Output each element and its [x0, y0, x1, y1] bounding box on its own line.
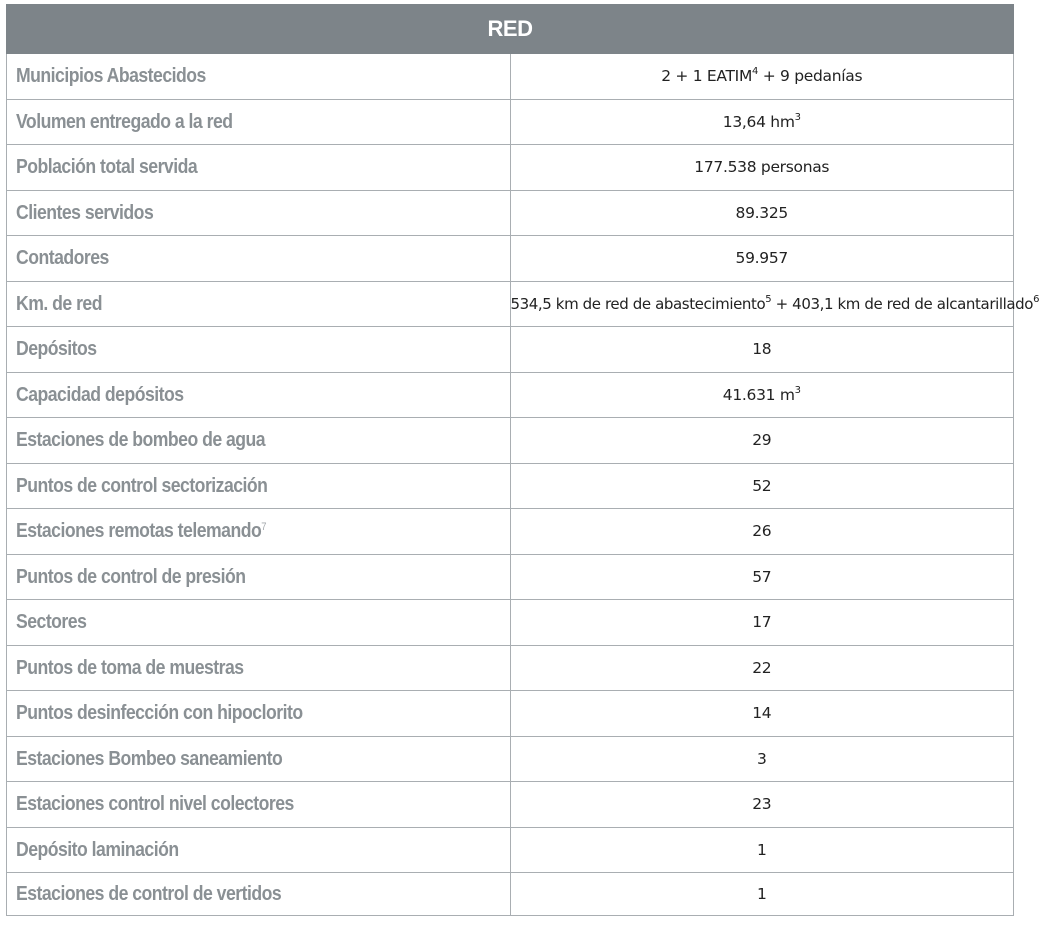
row-label-cell: [7, 873, 511, 916]
row-label-text: Puntos de control de presión: [16, 564, 246, 588]
row-label: [16, 565, 245, 589]
footnote-marker: 3: [794, 111, 801, 123]
row-label: [16, 701, 303, 725]
table-row: [7, 327, 1014, 373]
table-row: [7, 418, 1014, 464]
row-value: 59.957: [735, 249, 788, 268]
row-label-text: Km. de red: [16, 291, 102, 315]
row-value-cell: [510, 509, 1014, 555]
footnote-marker: 4: [752, 66, 759, 78]
row-value: 177.538 personas: [694, 158, 830, 177]
row-value: 13,64 hm: [722, 112, 795, 131]
table-row: [7, 54, 1014, 100]
row-label-text: Puntos desinfección con hipoclorito: [16, 701, 303, 725]
table-row: [7, 463, 1014, 509]
table-row: [7, 645, 1014, 691]
row-label-text: Estaciones Bombeo saneamiento: [16, 746, 283, 770]
row-value: 18: [752, 340, 772, 359]
row-label-cell: [7, 327, 511, 373]
row-value-cell: [510, 327, 1014, 373]
row-value-cell: [510, 782, 1014, 828]
row-value: 57: [752, 567, 772, 586]
table-row: [7, 827, 1014, 873]
row-label: [16, 792, 294, 816]
table-row: [7, 236, 1014, 282]
row-value-cell: [510, 691, 1014, 737]
table-row: [7, 281, 1014, 327]
row-value-cell: [510, 190, 1014, 236]
row-label: [16, 337, 97, 361]
row-label: [16, 201, 153, 225]
row-value-cell: [510, 736, 1014, 782]
row-value-cell: [510, 827, 1014, 873]
table-row: [7, 600, 1014, 646]
row-value-cell: [510, 372, 1014, 418]
row-label-cell: [7, 372, 511, 418]
footnote-marker: 5: [765, 293, 772, 305]
row-value: 3: [756, 749, 767, 768]
row-label-text: Estaciones control nivel colectores: [16, 792, 294, 816]
row-value-cell: [510, 463, 1014, 509]
table-row: [7, 554, 1014, 600]
row-label: [16, 110, 232, 134]
row-value-cell: [510, 873, 1014, 916]
row-label-cell: [7, 99, 511, 145]
row-value: 26: [752, 522, 772, 541]
table-row: [7, 190, 1014, 236]
table-row: [7, 99, 1014, 145]
table-body: [7, 54, 1039, 916]
row-value-extra: + 403,1 km de red de alcantarillado: [771, 294, 1034, 313]
row-value: 23: [752, 795, 772, 814]
row-label: [16, 246, 109, 270]
table-row: [7, 145, 1014, 191]
row-value-cell: [510, 418, 1014, 464]
row-label: [16, 155, 197, 179]
row-value-cell: [510, 54, 1014, 100]
row-label: [16, 428, 265, 452]
row-label-text: Depósitos: [16, 337, 97, 361]
row-label: [16, 383, 184, 407]
row-label-cell: [7, 418, 511, 464]
row-value-cell: [510, 645, 1014, 691]
row-label-cell: [7, 645, 511, 691]
red-table-container: [6, 4, 1039, 916]
row-label-cell: [7, 736, 511, 782]
row-label: [16, 747, 282, 771]
footnote-marker: 3: [794, 384, 801, 396]
row-label-cell: [7, 509, 511, 555]
row-label-text: Puntos de control sectorización: [16, 473, 268, 497]
row-label-text: Clientes servidos: [16, 200, 154, 224]
row-value-cell: [510, 281, 1039, 327]
row-label-text: Estaciones remotas telemando: [16, 519, 262, 543]
row-label-cell: [7, 600, 511, 646]
row-label: [16, 519, 266, 543]
footnote-marker: 6: [1033, 293, 1039, 305]
row-label-text: Contadores: [16, 246, 109, 270]
row-value: 1: [756, 885, 767, 903]
row-label-text: Volumen entregado a la red: [16, 109, 233, 133]
row-label-cell: [7, 827, 511, 873]
row-value: 29: [752, 431, 772, 450]
table-row: [7, 736, 1014, 782]
row-value-cell: [510, 600, 1014, 646]
row-label-cell: [7, 782, 511, 828]
row-label-text: Municipios Abastecidos: [16, 64, 206, 88]
row-label-text: Puntos de toma de muestras: [16, 655, 244, 679]
row-label: [16, 64, 206, 88]
row-value: 52: [752, 476, 772, 495]
red-table: [6, 4, 1039, 916]
row-value: 41.631 m: [722, 385, 795, 404]
row-label: [16, 838, 179, 862]
table-row: [7, 509, 1014, 555]
table-row: [7, 782, 1014, 828]
row-label: [16, 292, 102, 316]
row-value-cell: [510, 145, 1014, 191]
row-label-cell: [7, 54, 511, 100]
row-value-cell: [510, 99, 1014, 145]
table-row: [7, 691, 1014, 737]
row-label: [16, 882, 281, 906]
row-value-cell: [510, 554, 1014, 600]
row-label-text: Depósito laminación: [16, 837, 179, 861]
row-value: 2 + 1 EATIM: [661, 67, 753, 86]
row-value-cell: [510, 236, 1014, 282]
row-value-extra: + 9 pedanías: [758, 67, 863, 86]
row-label-cell: [7, 281, 511, 327]
row-label-cell: [7, 190, 511, 236]
row-label-text: Población total servida: [16, 155, 198, 179]
row-label-text: Capacidad depósitos: [16, 382, 184, 406]
row-label-cell: [7, 145, 511, 191]
row-value: 17: [752, 613, 772, 632]
row-label-cell: [7, 554, 511, 600]
row-label-cell: [7, 691, 511, 737]
row-label-cell: [7, 236, 511, 282]
row-label-text: Estaciones de control de vertidos: [16, 882, 282, 905]
row-value: 1: [756, 840, 767, 859]
row-label: [16, 474, 267, 498]
table-row: [7, 873, 1014, 916]
row-value: 22: [752, 658, 772, 677]
row-value: 14: [752, 704, 772, 723]
row-label-text: Estaciones de bombeo de agua: [16, 428, 266, 452]
row-value: 89.325: [735, 203, 788, 222]
table-header-row: [7, 5, 1014, 54]
row-label-cell: [7, 463, 511, 509]
row-value: 534,5 km de red de abastecimiento: [510, 294, 766, 313]
footnote-marker: 7: [261, 521, 266, 534]
row-label: [16, 610, 86, 634]
table-row: [7, 372, 1014, 418]
row-label: [16, 656, 244, 680]
table-title: RED: [7, 5, 1014, 54]
row-label-text: Sectores: [16, 610, 87, 634]
